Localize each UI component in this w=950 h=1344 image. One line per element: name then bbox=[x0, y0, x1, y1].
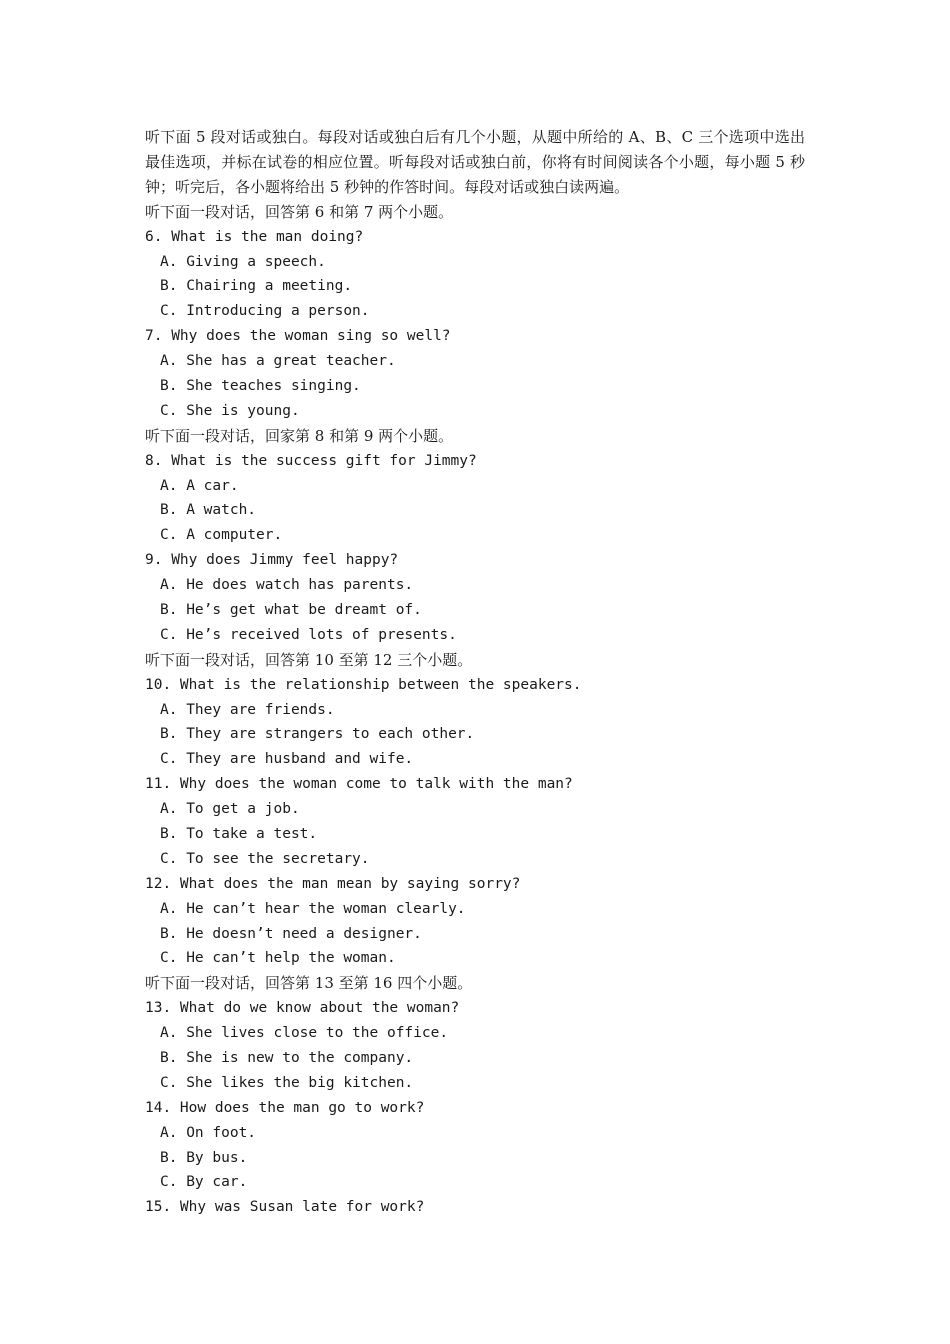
section-instruction: 听下面一段对话，回答第 6 和第 7 两个小题。 bbox=[145, 202, 454, 221]
question-text: 11. Why does the woman come to talk with the man? bbox=[145, 776, 573, 793]
answer-option: A. She lives close to the office. bbox=[160, 1025, 449, 1042]
answer-option: A. He does watch has parents. bbox=[160, 577, 414, 594]
section-instruction: 听下面一段对话，回答第 10 至第 12 三个小题。 bbox=[145, 650, 473, 669]
exam-page bbox=[145, 125, 805, 1220]
answer-option: C. He can’t help the woman. bbox=[160, 950, 396, 967]
question-text: 8. What is the success gift for Jimmy? bbox=[145, 452, 477, 469]
answer-option: C. By car. bbox=[160, 1174, 248, 1191]
answer-option: C. To see the secretary. bbox=[160, 850, 370, 867]
question-text: 14. How does the man go to work? bbox=[145, 1099, 425, 1116]
answer-option: A. They are friends. bbox=[160, 701, 335, 718]
answer-option: C. They are husband and wife. bbox=[160, 751, 414, 768]
answer-option: B. He’s get what be dreamt of. bbox=[160, 601, 422, 618]
answer-option: B. They are strangers to each other. bbox=[160, 726, 475, 743]
section-instruction: 听下面一段对话，回家第 8 和第 9 两个小题。 bbox=[145, 426, 454, 445]
instructions-paragraph: 听下面 5 段对话或独白。每段对话或独白后有几个小题，从题中所给的 A、B、C 三个选项中选出最佳选项，并标在试卷的相应位置。听每段对话或独白前，你将有时间阅读各个小题，每小题 5 秒钟；听完后，各小题将给出 5 秒钟的作答时间。每段对话或独白读两遍。 bbox=[145, 128, 805, 196]
answer-option: A. Giving a speech. bbox=[160, 253, 326, 270]
answer-option: C. She is young. bbox=[160, 402, 300, 419]
answer-option: A. He can’t hear the woman clearly. bbox=[160, 900, 466, 917]
answer-option: B. Chairing a meeting. bbox=[160, 278, 353, 295]
question-text: 10. What is the relationship between the speakers. bbox=[145, 676, 582, 693]
answer-option: C. He’s received lots of presents. bbox=[160, 626, 457, 643]
answer-option: C. A computer. bbox=[160, 527, 283, 544]
answer-option: B. She teaches singing. bbox=[160, 377, 361, 394]
answer-option: B. A watch. bbox=[160, 502, 257, 519]
section-instruction: 听下面一段对话，回答第 13 至第 16 四个小题。 bbox=[145, 974, 473, 993]
answer-option: A. She has a great teacher. bbox=[160, 353, 396, 370]
answer-option: B. She is new to the company. bbox=[160, 1050, 414, 1066]
answer-option: B. To take a test. bbox=[160, 825, 318, 842]
answer-option: B. He doesn’t need a designer. bbox=[160, 925, 422, 942]
answer-option: A. To get a job. bbox=[160, 801, 300, 818]
question-text: 7. Why does the woman sing so well? bbox=[145, 328, 451, 345]
question-text: 12. What does the man mean by saying sorry? bbox=[145, 875, 521, 892]
question-text: 9. Why does Jimmy feel happy? bbox=[145, 552, 399, 569]
answer-option: A. A car. bbox=[160, 477, 239, 494]
question-text: 13. What do we know about the woman? bbox=[145, 1000, 460, 1017]
question-text: 15. Why was Susan late for work? bbox=[145, 1199, 425, 1216]
question-list bbox=[145, 200, 805, 1221]
answer-option: B. By bus. bbox=[160, 1149, 248, 1166]
answer-option: C. She likes the big kitchen. bbox=[160, 1074, 414, 1091]
answer-option: C. Introducing a person. bbox=[160, 303, 370, 320]
answer-option: A. On foot. bbox=[160, 1124, 257, 1141]
question-text: 6. What is the man doing? bbox=[145, 228, 364, 245]
